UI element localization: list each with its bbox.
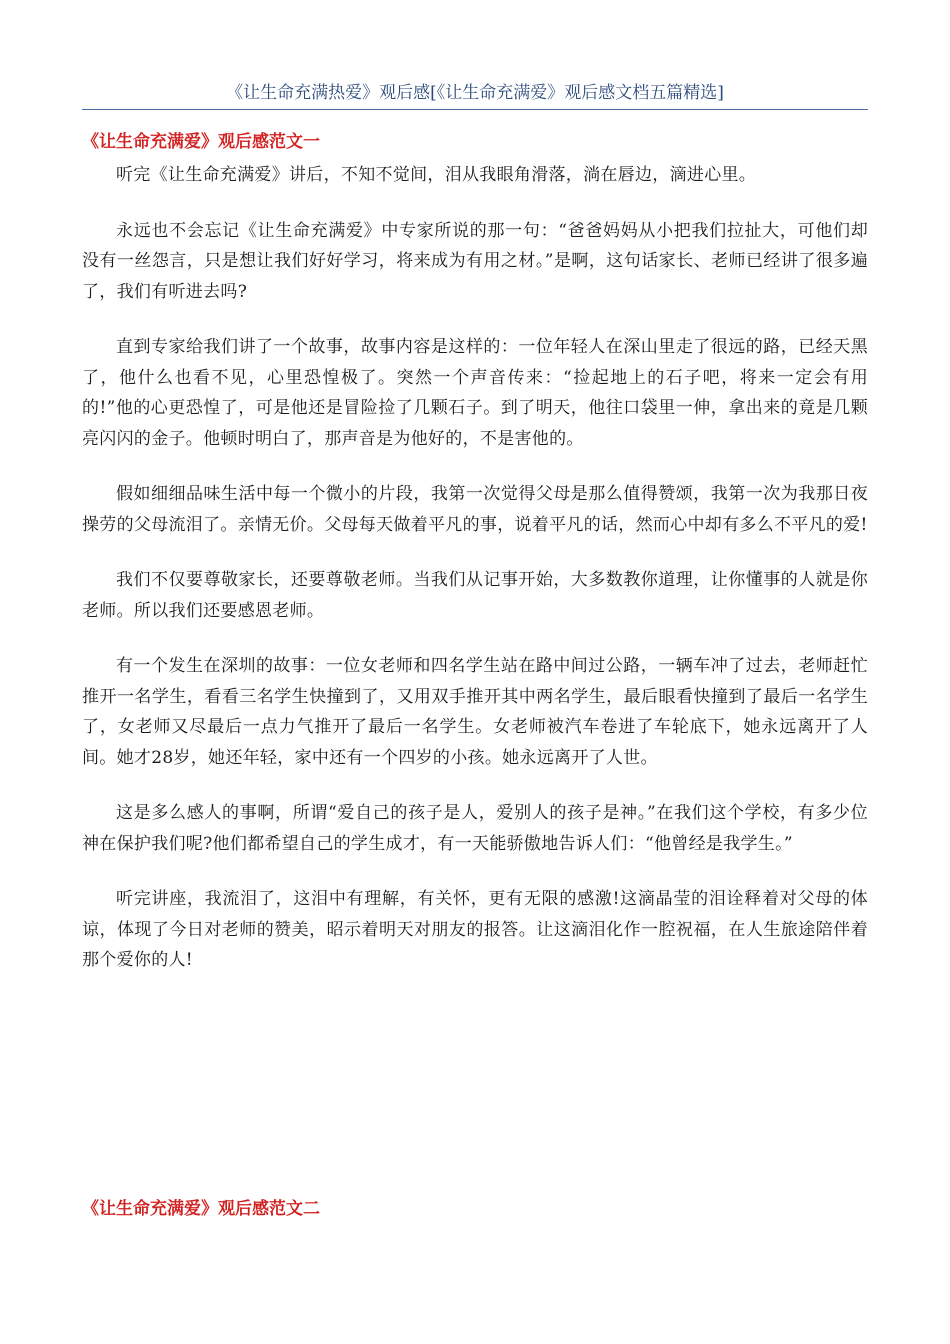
paragraph-7: 这是多么感人的事啊，所谓“爱自己的孩子是人，爱别人的孩子是神。”在我们这个学校，有多少位神在保护我们呢?他们都希望自己的学生成才，有一天能骄傲地告诉人们：“他曾经是我学生。” (82, 803, 868, 854)
header-divider (82, 109, 868, 110)
paragraph-6: 有一个发生在深圳的故事：一位女老师和四名学生站在路中间过公路，一辆车冲了过去，老师赶忙推开一名学生，看看三名学生快撞到了，又用双手推开其中两名学生，最后眼看快撞到了最后一名学生了，女老师又尽最后一点力气推开了最后一名学生。女老师被汽车卷进了车轮底下，她永远离开了人间。她才28岁，她还年轻，家中还有一个四岁的小孩。她永远离开了人世。 (82, 656, 868, 768)
paragraph-4: 假如细细品味生活中每一个微小的片段，我第一次觉得父母是那么值得赞颂，我第一次为我那日夜操劳的父母流泪了。亲情无价。父母每天做着平凡的事，说着平凡的话，然而心中却有多么不平凡的爱! (82, 484, 868, 535)
paragraph-8: 听完讲座，我流泪了，这泪中有理解，有关怀，更有无限的感激!这滴晶莹的泪诠释着对父母的体谅，体现了今日对老师的赞美，昭示着明天对朋友的报答。让这滴泪化作一腔祝福，在人生旅途陪伴着那个爱你的人! (82, 889, 868, 970)
section-title-2: 《让生命充满爱》观后感范文二 (82, 1199, 320, 1219)
section-title-1: 《让生命充满爱》观后感范文一 (82, 132, 320, 152)
paragraph-3: 直到专家给我们讲了一个故事，故事内容是这样的：一位年轻人在深山里走了很远的路，已经天黑了，他什么也看不见，心里恐惶极了。突然一个声音传来：“捡起地上的石子吧，将来一定会有用的!”他的心更恐惶了，可是他还是冒险捡了几颗石子。到了明天，他往口袋里一伸，拿出来的竟是几颗亮闪闪的金子。他顿时明白了，那声音是为他好的，不是害他的。 (82, 337, 868, 449)
document-header: 《让生命充满热爱》观后感[《让生命充满爱》观后感文档五篇精选] (226, 83, 724, 103)
paragraph-5: 我们不仅要尊敬家长，还要尊敬老师。当我们从记事开始，大多数教你道理，让你懂事的人就是你老师。所以我们还要感恩老师。 (82, 570, 868, 621)
section-body-1 (82, 160, 868, 1001)
paragraph-2: 永远也不会忘记《让生命充满爱》中专家所说的那一句：“爸爸妈妈从小把我们拉扯大，可他们却没有一丝怨言，只是想让我们好好学习，将来成为有用之材。”是啊，这句话家长、老师已经讲了很多遍了，我们有听进去吗? (82, 220, 868, 302)
paragraph-1: 听完《让生命充满爱》讲后，不知不觉间，泪从我眼角滑落，淌在唇边，滴进心里。 (116, 165, 757, 185)
